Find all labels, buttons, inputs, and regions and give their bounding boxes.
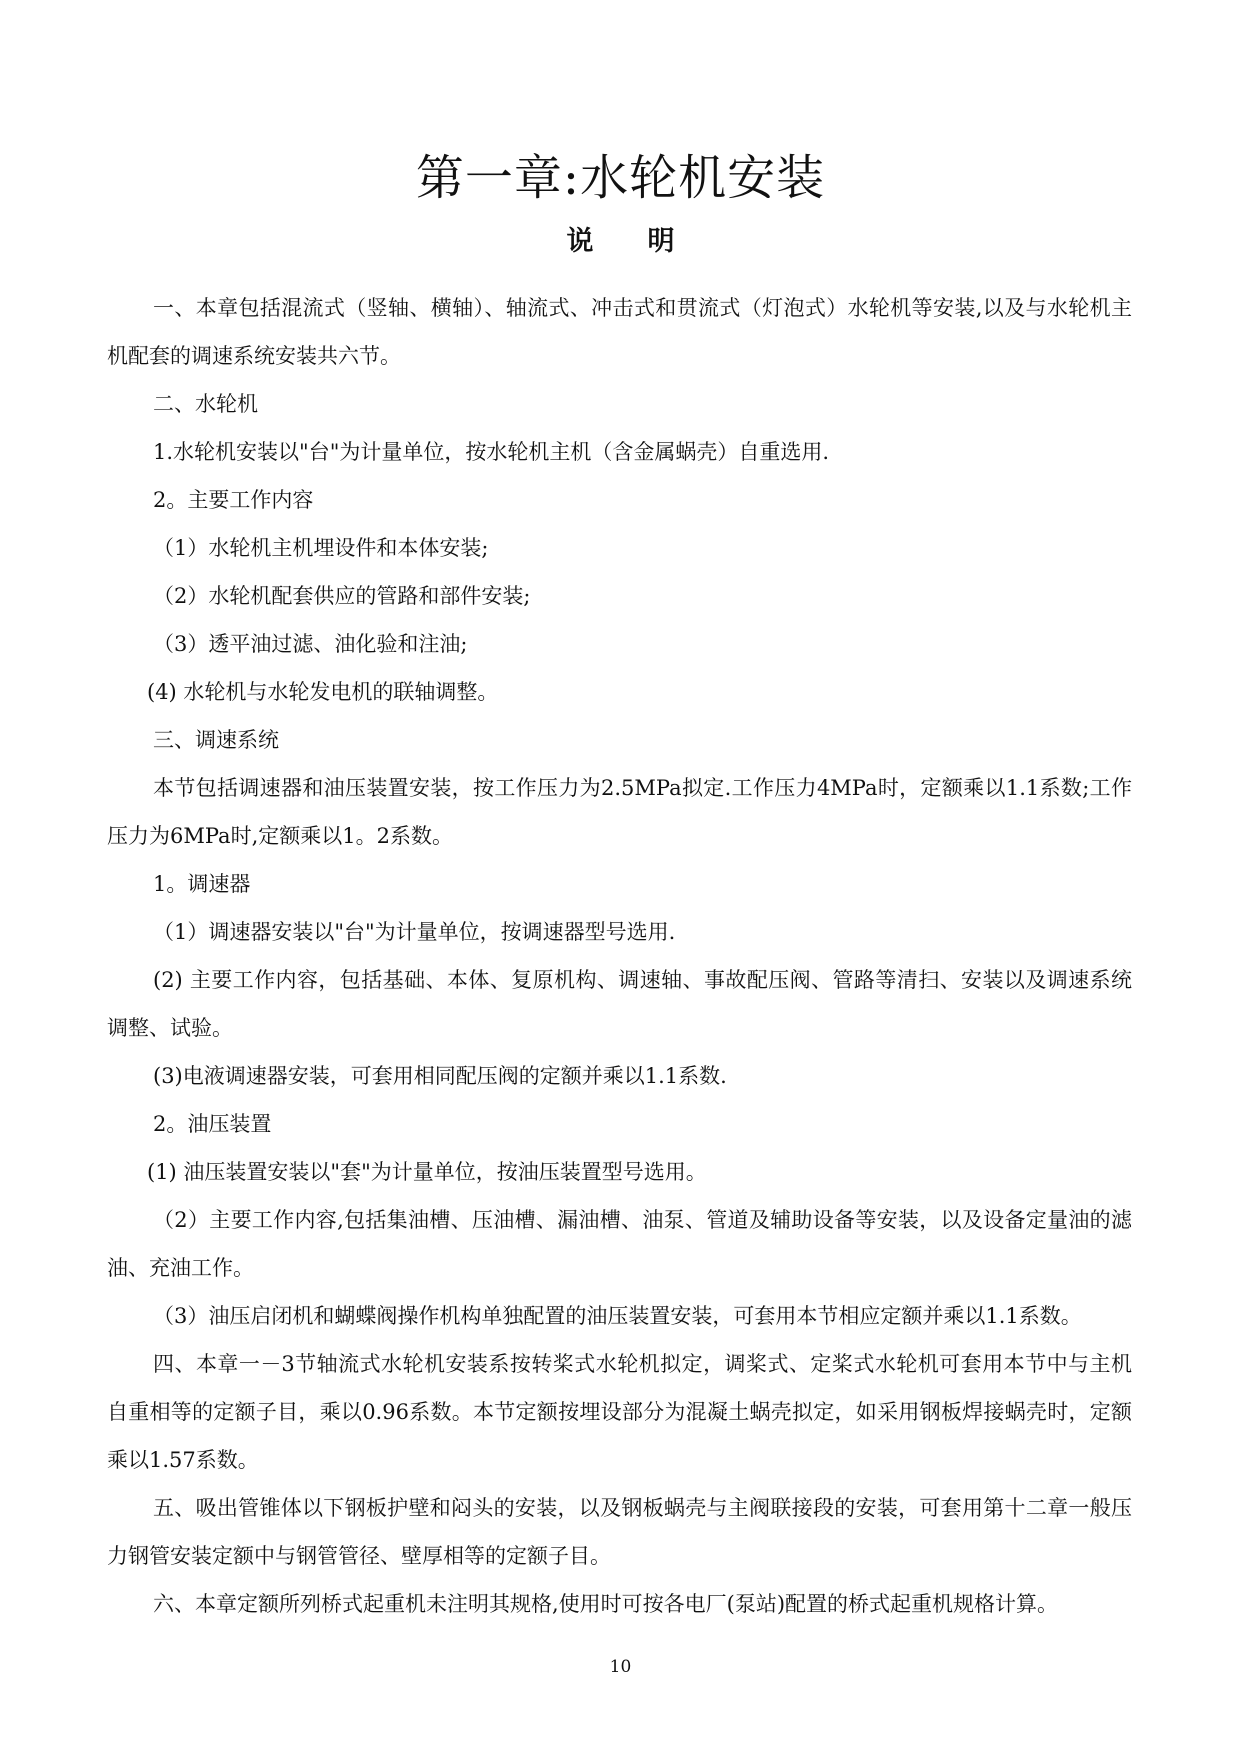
paragraph-draft-tube: 五、吸出管锥体以下钢板护壁和闷头的安装，以及钢板蜗壳与主阀联接段的安装，可套用第十二章一般压力钢管安装定额中与钢管管径、壁厚相等的定额子目。 — [107, 1496, 1132, 1568]
heading-oil-pressure: 2。油压装置 — [153, 1112, 272, 1136]
list-item: （2）主要工作内容,包括集油槽、压油槽、漏油槽、油泵、管道及辅助设备等安装，以及设备定量油的滤油、充油工作。 — [107, 1208, 1132, 1280]
heading-turbine: 二、水轮机 — [153, 392, 258, 416]
paragraph-crane: 六、本章定额所列桥式起重机未注明其规格,使用时可按各电厂(泵站)配置的桥式起重机规格计算。 — [153, 1592, 1059, 1616]
list-item: (3)电液调速器安装，可套用相同配压阀的定额并乘以1.1系数. — [153, 1064, 727, 1088]
list-item: (4) 水轮机与水轮发电机的联轴调整。 — [147, 680, 499, 704]
heading-governor: 1。调速器 — [153, 872, 251, 896]
list-item: （3）油压启闭机和蝴蝶阀操作机构单独配置的油压装置安装，可套用本节相应定额并乘以1.1系数。 — [153, 1304, 1082, 1328]
list-item: (1) 油压装置安装以"套"为计量单位，按油压装置型号选用。 — [147, 1160, 707, 1184]
paragraph-governor-pressure: 本节包括调速器和油压装置安装，按工作压力为2.5MPa拟定.工作压力4MPa时，定额乘以1.1系数;工作压力为6MPa时,定额乘以1。2系数。 — [107, 776, 1132, 848]
paragraph-scope: 一、本章包括混流式（竖轴、横轴）、轴流式、冲击式和贯流式（灯泡式）水轮机等安装,以及与水轮机主机配套的调速系统安装共六节。 — [107, 296, 1132, 368]
paragraph-axial-turbine: 四、本章一－3节轴流式水轮机安装系按转桨式水轮机拟定，调桨式、定桨式水轮机可套用本节中与主机自重相等的定额子目，乘以0.96系数。本节定额按埋设部分为混凝土蜗壳拟定，如采用钢板焊接蜗壳时，定额乘以1.57系数。 — [107, 1352, 1132, 1472]
list-item: （1）水轮机主机埋设件和本体安装; — [153, 536, 489, 560]
chapter-title: 第一章:水轮机安装 — [415, 150, 826, 206]
section-heading: 说 明 — [566, 226, 675, 257]
list-item: （3）透平油过滤、油化验和注油; — [153, 632, 468, 656]
heading-governor-system: 三、调速系统 — [153, 728, 279, 752]
page-number: 10 — [609, 1657, 632, 1677]
paragraph-turbine-unit: 1.水轮机安装以"台"为计量单位，按水轮机主机（含金属蜗壳）自重选用. — [153, 440, 830, 464]
list-item: （1）调速器安装以"台"为计量单位，按调速器型号选用. — [153, 920, 676, 944]
heading-turbine-work: 2。主要工作内容 — [153, 488, 314, 512]
list-item: (2) 主要工作内容，包括基础、本体、复原机构、调速轴、事故配压阀、管路等清扫、安装以及调速系统调整、试验。 — [107, 968, 1132, 1040]
list-item: （2）水轮机配套供应的管路和部件安装; — [153, 584, 531, 608]
document-body — [107, 284, 1132, 1628]
